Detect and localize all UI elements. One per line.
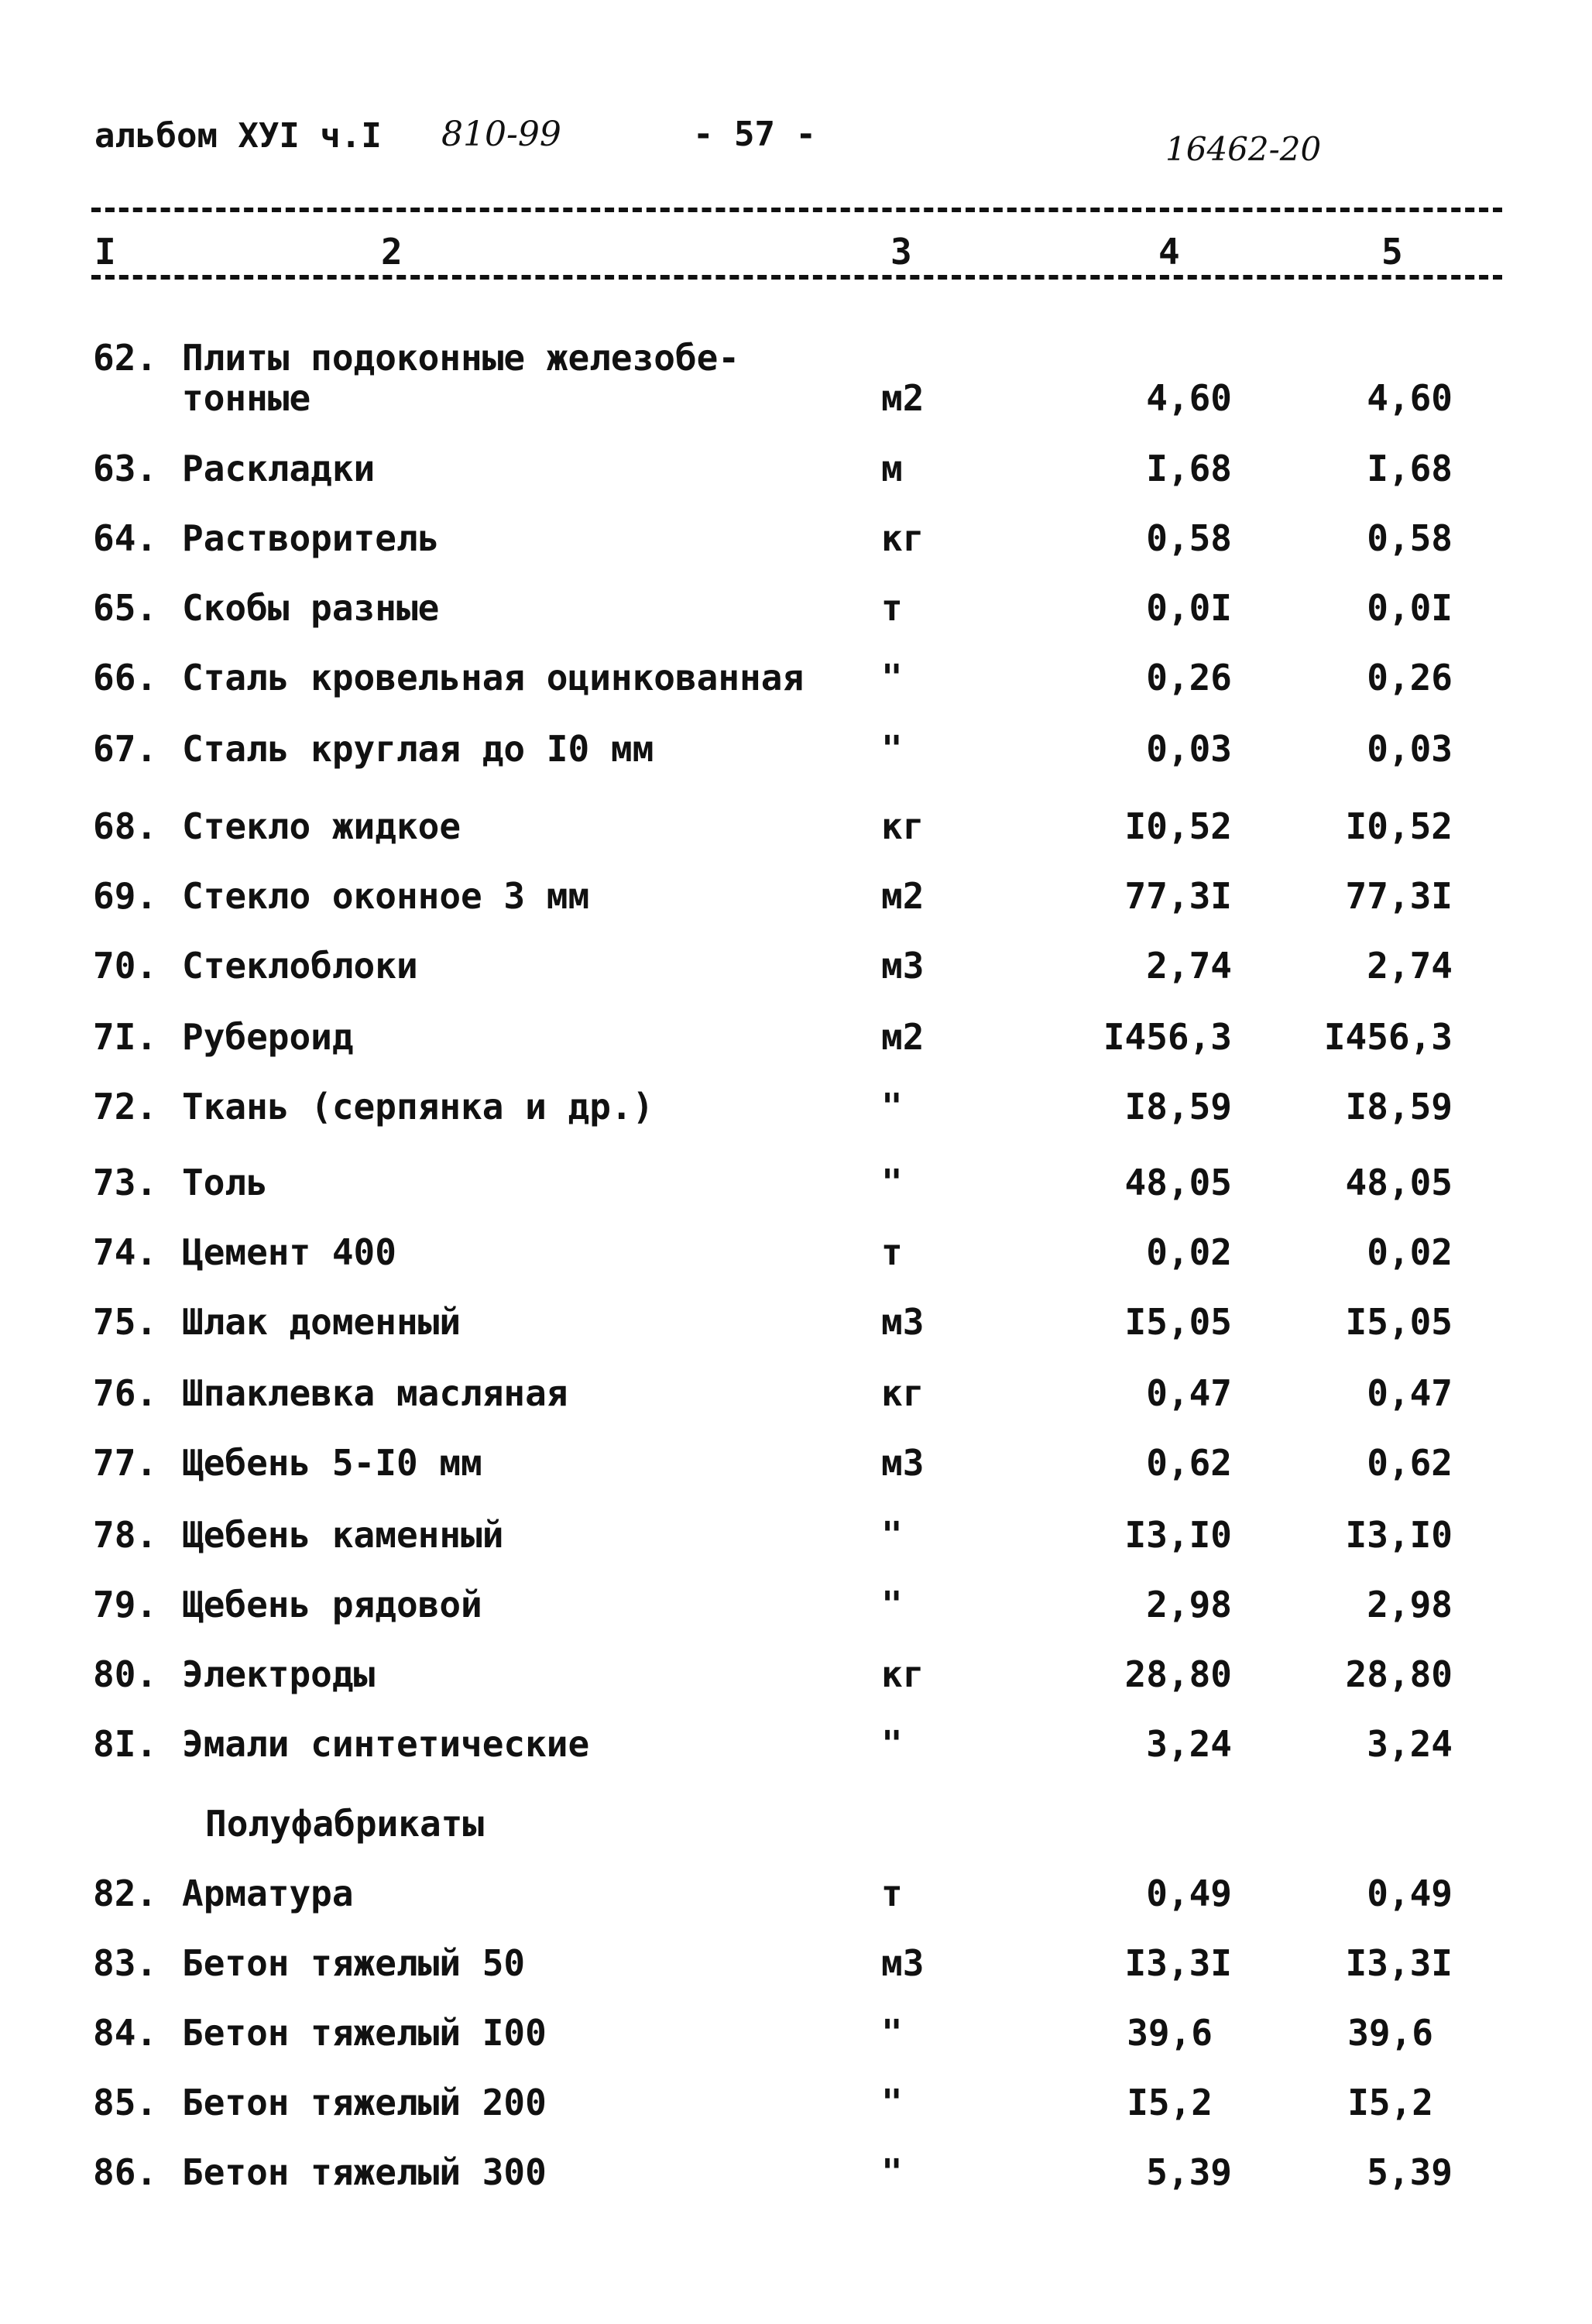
- row-unit: ": [881, 2082, 903, 2123]
- row-number: 70.: [93, 945, 158, 987]
- row-name: Цемент 400: [182, 1231, 396, 1273]
- table-row: [0, 1723, 1592, 1785]
- row-value-col4: I,68: [1146, 448, 1232, 489]
- row-name: Скобы разные: [182, 587, 440, 629]
- row-number: 68.: [93, 805, 158, 847]
- row-value-col5: 0,58: [1367, 517, 1453, 559]
- table-row: [0, 1016, 1592, 1078]
- row-name: Электроды: [182, 1653, 376, 1695]
- row-unit: ": [881, 2012, 903, 2054]
- row-name: Плиты подоконные железобе-: [182, 337, 740, 379]
- row-number: 66.: [93, 657, 158, 699]
- table-row: [0, 1301, 1592, 1363]
- row-value-col4: I3,3I: [1124, 1942, 1232, 1984]
- row-number: 72.: [93, 1086, 158, 1128]
- row-unit: м: [881, 448, 903, 489]
- row-name: Бетон тяжелый 200: [182, 2082, 547, 2123]
- row-unit: ": [881, 1162, 903, 1203]
- table-row: [0, 1231, 1592, 1293]
- row-value-col4: I3,I0: [1124, 1514, 1232, 1556]
- table-row: [0, 1372, 1592, 1434]
- row-unit: кг: [881, 1653, 925, 1695]
- table-row: [0, 2012, 1592, 2074]
- row-value-col5: I8,59: [1345, 1086, 1453, 1128]
- row-value-col4: 0,03: [1146, 728, 1232, 770]
- row-name: Эмали синтетические: [182, 1723, 590, 1765]
- table-row: [0, 657, 1592, 719]
- row-value-col4: 0,58: [1146, 517, 1232, 559]
- row-value-col4: 5,39: [1146, 2151, 1232, 2193]
- row-value-col5: 39,6: [1347, 2012, 1433, 2054]
- column-header-1: I: [94, 231, 116, 273]
- row-name-continued: тонные: [182, 377, 311, 419]
- table-row: [0, 1942, 1592, 2004]
- row-name: Стеклоблоки: [182, 945, 418, 987]
- row-number: 86.: [93, 2151, 158, 2193]
- row-number: 76.: [93, 1372, 158, 1414]
- row-value-col5: I5,2: [1347, 2082, 1433, 2123]
- top-dashed-rule: [91, 208, 1502, 212]
- row-unit: ": [881, 2151, 903, 2193]
- row-unit: м3: [881, 1942, 925, 1984]
- row-value-col4: 3,24: [1146, 1723, 1232, 1765]
- row-name: Шлак доменный: [182, 1301, 461, 1343]
- row-value-col5: 0,49: [1367, 1873, 1453, 1914]
- row-number: 67.: [93, 728, 158, 770]
- table-row: [0, 1086, 1592, 1148]
- page-number: - 57 -: [693, 115, 816, 154]
- row-number: 62.: [93, 337, 158, 379]
- row-name: Ткань (серпянка и др.): [182, 1086, 654, 1128]
- row-value-col5: 0,62: [1367, 1442, 1453, 1484]
- row-number: 64.: [93, 517, 158, 559]
- row-value-col5: 4,60: [1367, 377, 1453, 419]
- row-unit: кг: [881, 517, 925, 559]
- row-value-col4: I0,52: [1124, 805, 1232, 847]
- table-row: [0, 2151, 1592, 2213]
- row-value-col4: I8,59: [1124, 1086, 1232, 1128]
- document-code-handwritten: 16462-20: [1165, 130, 1322, 168]
- row-value-col4: 0,47: [1146, 1372, 1232, 1414]
- row-value-col5: 5,39: [1367, 2151, 1453, 2193]
- row-value-col5: 2,98: [1367, 1584, 1453, 1625]
- row-value-col5: 0,26: [1367, 657, 1453, 699]
- row-value-col5: 77,3I: [1345, 875, 1453, 917]
- row-name: Стекло жидкое: [182, 805, 461, 847]
- row-unit: ": [881, 1584, 903, 1625]
- row-value-col5: 0,03: [1367, 728, 1453, 770]
- row-number: 63.: [93, 448, 158, 489]
- row-value-col5: 3,24: [1367, 1723, 1453, 1765]
- row-value-col4: 0,02: [1146, 1231, 1232, 1273]
- table-row: [0, 1653, 1592, 1715]
- table-row: [0, 1873, 1592, 1934]
- row-value-col5: I3,I0: [1345, 1514, 1453, 1556]
- column-header-5: 5: [1381, 231, 1403, 273]
- row-number: 73.: [93, 1162, 158, 1203]
- table-row: [0, 1162, 1592, 1224]
- row-number: 84.: [93, 2012, 158, 2054]
- row-value-col5: 0,47: [1367, 1372, 1453, 1414]
- row-value-col5: 0,02: [1367, 1231, 1453, 1273]
- row-unit: кг: [881, 1372, 925, 1414]
- row-value-col4: 2,74: [1146, 945, 1232, 987]
- table-row: [0, 1442, 1592, 1504]
- section-title: Полуфабрикаты: [205, 1803, 485, 1845]
- row-unit: ": [881, 1514, 903, 1556]
- row-unit: м2: [881, 875, 925, 917]
- row-unit: т: [881, 587, 903, 629]
- table-row: [0, 945, 1592, 1007]
- row-number: 83.: [93, 1942, 158, 1984]
- row-name: Бетон тяжелый I00: [182, 2012, 547, 2054]
- row-name: Сталь кровельная оцинкованная: [182, 657, 805, 699]
- row-value-col5: 0,0I: [1367, 587, 1453, 629]
- column-header-3: 3: [890, 231, 912, 273]
- row-unit: т: [881, 1873, 903, 1914]
- row-name: Щебень 5-I0 мм: [182, 1442, 482, 1484]
- row-number: 74.: [93, 1231, 158, 1273]
- row-unit: м3: [881, 945, 925, 987]
- row-unit: м2: [881, 1016, 925, 1058]
- row-name: Толь: [182, 1162, 268, 1203]
- row-number: 8I.: [93, 1723, 158, 1765]
- row-number: 75.: [93, 1301, 158, 1343]
- row-number: 82.: [93, 1873, 158, 1914]
- table-row: [0, 517, 1592, 579]
- row-value-col4: 48,05: [1124, 1162, 1232, 1203]
- row-value-col5: 48,05: [1345, 1162, 1453, 1203]
- row-unit: ": [881, 728, 903, 770]
- row-name: Сталь круглая до I0 мм: [182, 728, 654, 770]
- row-name: Раскладки: [182, 448, 376, 489]
- row-value-col4: 0,62: [1146, 1442, 1232, 1484]
- table-row: [0, 587, 1592, 649]
- header-dashed-rule: [91, 275, 1502, 280]
- row-unit: м3: [881, 1442, 925, 1484]
- table-row: [0, 805, 1592, 867]
- row-unit: т: [881, 1231, 903, 1273]
- row-name: Рубероид: [182, 1016, 354, 1058]
- row-name: Стекло оконное 3 мм: [182, 875, 590, 917]
- row-value-col5: I0,52: [1345, 805, 1453, 847]
- table-row: [0, 448, 1592, 510]
- row-name: Растворитель: [182, 517, 440, 559]
- album-label: альбом ХУI ч.I: [94, 116, 382, 156]
- row-unit: кг: [881, 805, 925, 847]
- row-unit: ": [881, 1086, 903, 1128]
- album-handwritten-number: 810-99: [441, 115, 561, 154]
- column-header-4: 4: [1158, 231, 1180, 273]
- row-value-col4: 0,26: [1146, 657, 1232, 699]
- row-number: 78.: [93, 1514, 158, 1556]
- row-value-col5: I456,3: [1323, 1016, 1453, 1058]
- table-row: [0, 337, 1592, 422]
- row-value-col5: I3,3I: [1345, 1942, 1453, 1984]
- row-number: 7I.: [93, 1016, 158, 1058]
- table-row: [0, 875, 1592, 937]
- row-value-col5: I,68: [1367, 448, 1453, 489]
- row-unit: м3: [881, 1301, 925, 1343]
- row-unit: ": [881, 657, 903, 699]
- row-value-col4: 39,6: [1127, 2012, 1213, 2054]
- row-name: Шпаклевка масляная: [182, 1372, 568, 1414]
- column-header-2: 2: [381, 231, 403, 273]
- row-value-col4: 28,80: [1124, 1653, 1232, 1695]
- row-number: 79.: [93, 1584, 158, 1625]
- row-name: Арматура: [182, 1873, 354, 1914]
- table-row: [0, 2082, 1592, 2144]
- row-value-col4: 2,98: [1146, 1584, 1232, 1625]
- row-number: 69.: [93, 875, 158, 917]
- row-value-col4: 77,3I: [1124, 875, 1232, 917]
- row-value-col4: I456,3: [1103, 1016, 1232, 1058]
- row-number: 77.: [93, 1442, 158, 1484]
- row-name: Бетон тяжелый 50: [182, 1942, 526, 1984]
- row-name: Бетон тяжелый 300: [182, 2151, 547, 2193]
- row-number: 80.: [93, 1653, 158, 1695]
- row-value-col5: 28,80: [1345, 1653, 1453, 1695]
- table-row: [0, 1514, 1592, 1576]
- row-value-col4: I5,05: [1124, 1301, 1232, 1343]
- row-number: 85.: [93, 2082, 158, 2123]
- row-value-col5: 2,74: [1367, 945, 1453, 987]
- table-row: [0, 728, 1592, 790]
- row-name: Щебень каменный: [182, 1514, 504, 1556]
- row-unit: м2: [881, 377, 925, 419]
- row-value-col4: 0,0I: [1146, 587, 1232, 629]
- row-name: Щебень рядовой: [182, 1584, 482, 1625]
- row-value-col4: I5,2: [1127, 2082, 1213, 2123]
- row-value-col4: 0,49: [1146, 1873, 1232, 1914]
- row-value-col5: I5,05: [1345, 1301, 1453, 1343]
- table-row: [0, 1584, 1592, 1646]
- row-value-col4: 4,60: [1146, 377, 1232, 419]
- row-number: 65.: [93, 587, 158, 629]
- row-unit: ": [881, 1723, 903, 1765]
